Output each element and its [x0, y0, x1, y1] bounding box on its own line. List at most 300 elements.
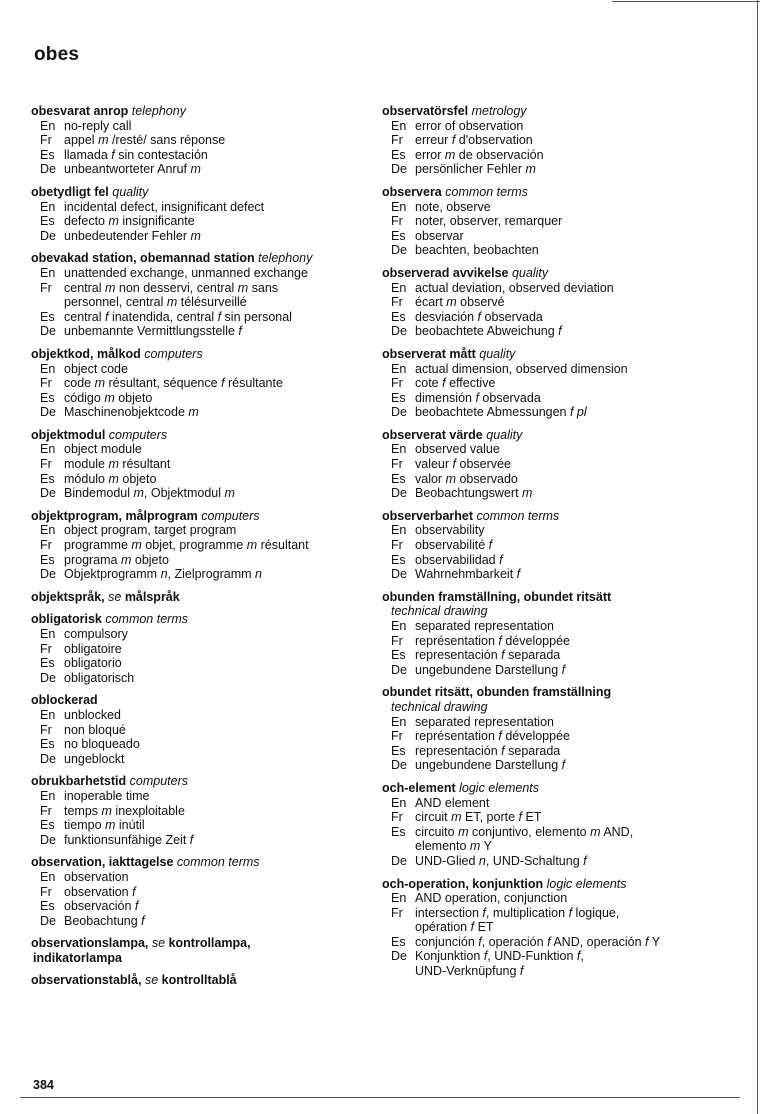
translation-text: observación f	[64, 899, 139, 914]
subject-field: metrology	[471, 104, 527, 118]
language-code: Es	[40, 656, 55, 671]
translation-line	[382, 133, 722, 148]
cross-reference-term: kontrollampa,	[168, 936, 251, 951]
entry-term: objektspråk,	[31, 589, 105, 604]
translation-text: representación f separada	[415, 648, 561, 663]
language-code: Es	[391, 934, 406, 949]
translation-text: unbeantworteter Anruf m	[64, 162, 201, 177]
entry-headword-line	[31, 973, 371, 988]
translation-line	[382, 162, 722, 177]
translation-line	[31, 833, 371, 848]
translation-line	[382, 281, 722, 296]
subject-field: logic elements	[459, 780, 540, 795]
entry-headword-line	[382, 877, 722, 892]
translation-line	[382, 796, 722, 811]
translation-line	[31, 214, 371, 229]
translation-line	[31, 789, 371, 804]
entry-headword-line	[31, 347, 371, 362]
dictionary-entry	[382, 347, 722, 420]
language-code: En	[40, 707, 56, 722]
language-code: Fr	[391, 729, 403, 744]
translation-line	[382, 214, 722, 229]
entry-headword-line	[31, 104, 371, 119]
entry-term: observera	[382, 184, 442, 199]
language-code: Es	[40, 737, 55, 752]
language-code: De	[40, 486, 56, 501]
translation-line	[382, 310, 722, 325]
entry-term: obunden framställning, obundet ritsätt	[382, 589, 612, 604]
translation-line	[31, 914, 371, 929]
translation-line	[382, 486, 722, 501]
translation-text: programme m objet, programme m résultant	[64, 538, 309, 553]
language-code: En	[40, 442, 56, 457]
translation-text: observation	[64, 869, 129, 884]
translation-text: observation f	[64, 884, 136, 899]
translation-text: actual dimension, observed dimension	[415, 361, 628, 376]
dictionary-entry	[382, 104, 722, 177]
entry-headword-line	[382, 590, 722, 605]
translation-line	[31, 671, 371, 686]
translation-line	[31, 523, 371, 538]
translation-text: tiempo m inútil	[64, 818, 145, 833]
translation-text: inoperable time	[64, 788, 150, 803]
translation-text: valor m observado	[415, 471, 518, 486]
translation-text: object code	[64, 361, 128, 376]
translation-line	[31, 148, 371, 163]
translation-text: persönlicher Fehler m	[415, 162, 536, 177]
language-code: De	[391, 405, 407, 420]
language-code: Es	[391, 309, 406, 324]
language-code: De	[391, 567, 407, 582]
translation-text: représentation f développée	[415, 729, 570, 744]
translation-text: object program, target program	[64, 523, 237, 538]
translation-line	[382, 949, 722, 964]
translation-text: observabilidad f	[415, 552, 503, 567]
translation-text: observabilité f	[415, 538, 493, 553]
translation-text: central m non desservi, central m sans	[64, 280, 279, 295]
translation-text: obligatorio	[64, 656, 122, 671]
language-code: Fr	[40, 722, 52, 737]
translation-line	[31, 899, 371, 914]
dictionary-entry	[382, 781, 722, 869]
subject-field: common terms	[476, 508, 560, 523]
language-code: En	[391, 714, 407, 729]
entry-term: objektmodul	[31, 427, 106, 442]
language-code: En	[391, 442, 407, 457]
language-code: Es	[40, 390, 55, 405]
translation-text: unbedeutender Fehler m	[64, 228, 201, 243]
dictionary-entry	[31, 509, 371, 582]
language-code: De	[391, 949, 407, 964]
language-code: Es	[391, 743, 406, 758]
subject-field: computers	[108, 427, 168, 442]
top-rule	[612, 1, 760, 2]
translation-text: non bloqué	[64, 722, 126, 737]
language-code: Es	[40, 899, 55, 914]
language-code: Fr	[391, 376, 403, 391]
translation-text: obligatorisch	[64, 670, 135, 685]
translation-text: appel m /resté/ sans réponse	[64, 133, 226, 148]
translation-line	[382, 906, 722, 921]
see-reference-marker: se	[151, 936, 166, 951]
dictionary-entry	[31, 185, 371, 243]
entry-headword-line	[382, 509, 722, 524]
translation-text: error of observation	[415, 118, 524, 133]
entry-term: och-operation, konjunktion	[382, 876, 544, 891]
translation-line	[31, 553, 371, 568]
translation-line	[382, 758, 722, 773]
language-code: Fr	[391, 457, 403, 472]
translation-line	[382, 391, 722, 406]
dictionary-entry	[31, 936, 371, 965]
entry-term: obligatorisk	[31, 612, 102, 627]
entry-headword-line	[382, 781, 722, 796]
translation-text: código m objeto	[64, 390, 153, 405]
translation-text: separated representation	[415, 619, 554, 633]
dictionary-entry	[31, 612, 371, 685]
language-code: De	[40, 162, 56, 177]
translation-line	[382, 810, 722, 825]
entry-term: observerbarhet	[382, 508, 474, 523]
translation-line	[382, 324, 722, 339]
entry-term: observatörsfel	[382, 104, 469, 118]
translation-line	[31, 708, 371, 723]
dictionary-entry	[31, 590, 371, 605]
translation-text: Beobachtung f	[64, 913, 145, 928]
translation-text: no-reply call	[64, 118, 132, 133]
translation-text: beachten, beobachten	[415, 243, 539, 258]
page-number: 384	[33, 1078, 54, 1092]
translation-line	[382, 243, 722, 258]
language-code: De	[391, 162, 407, 177]
translation-text: conjunción f, operación f AND, operación f Y	[415, 934, 661, 949]
language-code: De	[391, 486, 407, 501]
language-code: De	[391, 662, 407, 677]
dictionary-entry	[31, 693, 371, 766]
language-code: Fr	[40, 803, 52, 818]
dictionary-entry	[31, 347, 371, 420]
translation-continuation: personnel, central m télésurveillé	[64, 295, 247, 310]
translation-line	[31, 324, 371, 339]
translation-line	[31, 627, 371, 642]
translation-line	[31, 119, 371, 134]
subject-field: quality	[479, 346, 516, 361]
entry-headword-line	[382, 266, 722, 281]
subject-field: computers	[129, 774, 188, 789]
entry-term: obundet ritsätt, obunden framställning	[382, 685, 612, 700]
translation-text: funktionsunfähige Zeit f	[64, 832, 194, 847]
language-code: En	[40, 869, 56, 884]
translation-line	[382, 553, 722, 568]
translation-line	[382, 295, 722, 310]
dictionary-entry	[382, 185, 722, 258]
translation-text: intersection f, multiplication f logique,	[415, 905, 620, 920]
language-code: Fr	[391, 810, 403, 825]
language-code: Es	[391, 552, 406, 567]
subject-field: computers	[201, 508, 260, 523]
translation-text: Konjunktion f, UND-Funktion f,	[415, 949, 584, 964]
entry-headword-line	[31, 428, 371, 443]
language-code: Es	[40, 147, 55, 162]
translation-text: beobachtete Abmessungen f pl	[415, 405, 587, 420]
language-code: De	[40, 913, 56, 928]
translation-text: écart m observé	[415, 295, 505, 310]
translation-text: représentation f développée	[415, 633, 570, 648]
translation-line	[382, 567, 722, 582]
entry-term: objektkod, målkod	[31, 346, 141, 361]
translation-line	[31, 266, 371, 281]
language-code: Fr	[40, 280, 52, 295]
translation-line	[382, 663, 722, 678]
translation-continuation: elemento m Y	[415, 839, 492, 854]
translation-continuation: opération f ET	[415, 920, 494, 935]
translation-text: circuit m ET, porte f ET	[415, 810, 542, 825]
translation-line	[382, 854, 722, 869]
cross-reference-term: målspråk	[124, 589, 180, 604]
dictionary-entry	[31, 104, 371, 177]
translation-line	[382, 715, 722, 730]
translation-text: módulo m objeto	[64, 471, 157, 486]
translation-text: AND element	[415, 795, 490, 810]
entry-term: obetydligt fel	[31, 184, 109, 199]
translation-line	[31, 642, 371, 657]
language-code: De	[40, 751, 56, 766]
translation-text: unattended exchange, unmanned exchange	[64, 265, 308, 280]
language-code: De	[40, 228, 56, 243]
translation-continuation: UND-Verknüpfung f	[415, 964, 524, 979]
language-code: De	[40, 324, 56, 339]
translation-text: Maschinenobjektcode m	[64, 405, 199, 420]
translation-line	[31, 162, 371, 177]
language-code: En	[391, 795, 407, 810]
subject-field: technical drawing	[391, 604, 488, 619]
translation-line	[31, 391, 371, 406]
entry-headword-line	[31, 855, 371, 870]
language-code: Es	[391, 147, 406, 162]
translation-text: object module	[64, 442, 142, 457]
translation-text: observability	[415, 523, 485, 538]
translation-text: Wahrnehmbarkeit f	[415, 567, 521, 582]
entry-term: observationslampa,	[31, 936, 149, 951]
language-code: En	[40, 523, 56, 538]
subject-field: logic elements	[546, 876, 627, 891]
subject-field: technical drawing	[391, 699, 488, 714]
translation-text: no bloqueado	[64, 737, 140, 752]
language-code: Es	[391, 471, 406, 486]
translation-text: actual deviation, observed deviation	[415, 280, 614, 295]
translation-line	[31, 405, 371, 420]
language-code: Fr	[391, 633, 403, 648]
language-code: Es	[391, 824, 406, 839]
dictionary-entry	[382, 266, 722, 339]
translation-line	[382, 200, 722, 215]
translation-text: ungebundene Darstellung f	[415, 662, 566, 677]
translation-line	[31, 885, 371, 900]
entry-headword-line	[31, 693, 371, 708]
language-code: En	[391, 619, 407, 633]
translation-text: Bindemodul m, Objektmodul m	[64, 486, 235, 501]
translation-text: programa m objeto	[64, 552, 169, 567]
subject-field: quality	[486, 427, 523, 442]
language-code: De	[40, 832, 56, 847]
entry-term: observationstablå,	[31, 973, 142, 988]
language-code: De	[391, 243, 407, 258]
translation-line	[31, 870, 371, 885]
translation-line	[382, 619, 722, 634]
translation-line	[382, 457, 722, 472]
translation-text: defecto m insignificante	[64, 214, 195, 229]
translation-text: central f inatendida, central f sin personal	[64, 309, 292, 324]
translation-text: UND-Glied n, UND-Schaltung f	[415, 853, 587, 868]
language-code: En	[391, 118, 407, 133]
translation-text: representación f separada	[415, 743, 561, 758]
cross-reference-continuation: indikatorlampa	[33, 950, 122, 965]
translation-line	[31, 538, 371, 553]
translation-text: valeur f observée	[415, 457, 511, 472]
translation-text: Beobachtungswert m	[415, 486, 533, 501]
entry-headword-line	[382, 104, 722, 119]
language-code: Fr	[40, 457, 52, 472]
translation-line	[382, 405, 722, 420]
language-code: Es	[40, 552, 55, 567]
translation-line	[382, 442, 722, 457]
translation-text: Objektprogramm n, Zielprogramm n	[64, 567, 262, 582]
bottom-rule	[20, 1097, 740, 1098]
translation-line	[382, 523, 722, 538]
translation-line	[31, 133, 371, 148]
translation-line	[382, 376, 722, 391]
language-code: De	[40, 405, 56, 420]
translation-text: obligatoire	[64, 641, 122, 656]
translation-line	[31, 818, 371, 833]
entry-term: observation, iakttagelse	[31, 855, 174, 870]
language-code: Es	[391, 648, 406, 663]
language-code: En	[40, 118, 56, 133]
language-code: Fr	[40, 133, 52, 148]
language-code: Fr	[391, 295, 403, 310]
page-header: obes	[34, 44, 80, 65]
language-code: De	[391, 758, 407, 773]
translation-text: module m résultant	[64, 457, 171, 472]
translation-text: dimensión f observada	[415, 390, 541, 405]
language-code: Fr	[391, 214, 403, 229]
translation-text: llamada f sin contestación	[64, 147, 208, 162]
language-code: En	[391, 523, 407, 538]
entry-term: observerat värde	[382, 427, 483, 442]
subject-field: telephony	[131, 104, 186, 118]
language-code: Fr	[391, 133, 403, 148]
entry-term: objektprogram, målprogram	[31, 508, 198, 523]
translation-text: AND operation, conjunction	[415, 891, 568, 906]
right-column	[382, 104, 722, 987]
dictionary-entry	[382, 685, 722, 773]
entry-headword-line	[382, 428, 722, 443]
dictionary-entry	[31, 428, 371, 501]
see-reference-marker: se	[144, 973, 159, 988]
translation-text: observar	[415, 228, 464, 243]
translation-text: temps m inexploitable	[64, 803, 185, 818]
translation-line	[31, 752, 371, 767]
entry-headword-line	[31, 509, 371, 524]
entry-term: obrukbarhetstid	[31, 774, 127, 789]
language-code: Es	[40, 471, 55, 486]
translation-line	[31, 457, 371, 472]
language-code: Es	[40, 818, 55, 833]
dictionary-entry	[31, 973, 371, 988]
translation-text: circuito m conjuntivo, elemento m AND,	[415, 824, 634, 839]
translation-text: note, observe	[415, 199, 491, 214]
translation-line	[31, 200, 371, 215]
language-code: En	[391, 361, 407, 376]
translation-text: unbemannte Vermittlungsstelle f	[64, 324, 242, 339]
translation-line	[382, 825, 722, 840]
entry-term: observerad avvikelse	[382, 265, 509, 280]
translation-line	[31, 442, 371, 457]
entry-term: oblockerad	[31, 693, 98, 708]
translation-text: compulsory	[64, 627, 128, 641]
translation-line	[382, 648, 722, 663]
translation-text: code m résultant, séquence f résultante	[64, 376, 283, 391]
translation-line	[382, 119, 722, 134]
entry-headword-line	[31, 612, 371, 627]
translation-line	[382, 148, 722, 163]
entry-headword-line	[31, 936, 371, 951]
subject-field: computers	[144, 346, 203, 361]
translation-line	[382, 472, 722, 487]
translation-text: observed value	[415, 442, 500, 457]
entry-term: observerat mått	[382, 346, 476, 361]
entry-headword-line	[382, 685, 722, 700]
translation-line	[382, 935, 722, 950]
translation-line	[31, 723, 371, 738]
entry-headword-line	[31, 774, 371, 789]
language-code: Fr	[40, 538, 52, 553]
translation-line	[382, 729, 722, 744]
dictionary-entry	[382, 509, 722, 582]
language-code: En	[40, 265, 56, 280]
translation-text: cote f effective	[415, 376, 496, 391]
subject-field: quality	[511, 265, 549, 280]
translation-line	[31, 472, 371, 487]
translation-line	[31, 281, 371, 296]
language-code: En	[40, 361, 56, 376]
language-code: Fr	[391, 905, 403, 920]
language-code: Es	[40, 309, 55, 324]
translation-line	[382, 229, 722, 244]
dictionary-entry	[31, 855, 371, 928]
translation-text: ungebundene Darstellung f	[415, 758, 566, 773]
translation-line	[382, 891, 722, 906]
entry-headword-line	[382, 347, 722, 362]
left-column	[31, 104, 371, 996]
language-code: En	[40, 788, 56, 803]
translation-text: beobachtete Abweichung f	[415, 324, 562, 339]
language-code: En	[40, 627, 56, 641]
language-code: Fr	[40, 641, 52, 656]
language-code: De	[391, 853, 407, 868]
translation-line	[31, 362, 371, 377]
entry-headword-line	[31, 590, 371, 605]
dictionary-entry	[382, 877, 722, 979]
translation-line	[31, 310, 371, 325]
translation-line	[31, 656, 371, 671]
translation-line	[31, 376, 371, 391]
language-code: Es	[391, 390, 406, 405]
language-code: Fr	[391, 538, 403, 553]
language-code: De	[40, 567, 56, 582]
translation-text: noter, observer, remarquer	[415, 214, 563, 229]
language-code: De	[391, 324, 407, 339]
